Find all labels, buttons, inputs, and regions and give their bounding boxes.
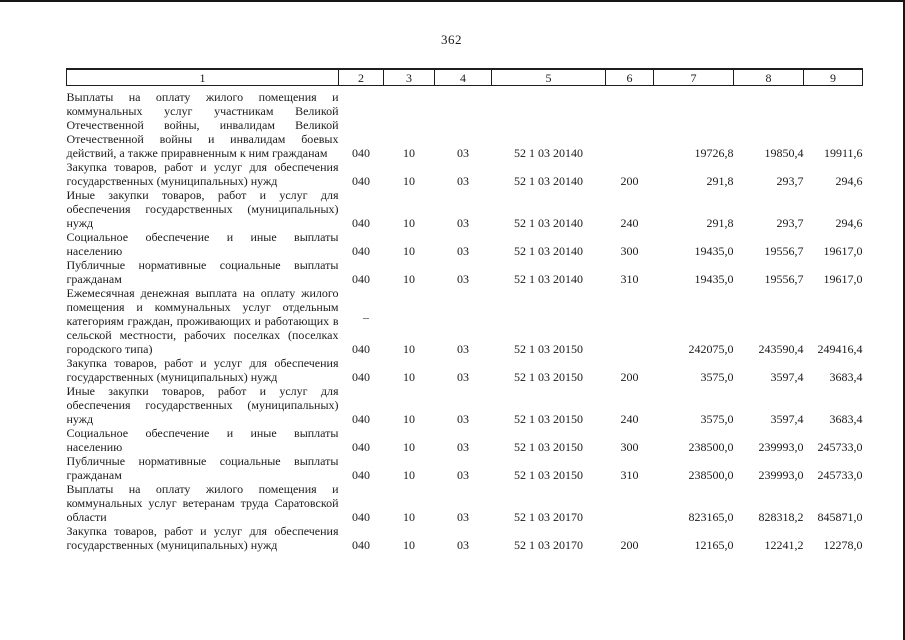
cell-col7: 291,8 — [706, 216, 734, 230]
cell-col3: 10 — [403, 272, 415, 286]
cell-expense-name: Закупка товаров, работ и услуг для обеспечения государственных (муниципальных) нужд — [66, 524, 339, 552]
cell-col2: 040 — [352, 272, 370, 286]
cell-col2: 040 — [352, 244, 370, 258]
column-header-9: 9 — [804, 69, 863, 86]
cell-col5: 52 1 03 20150 — [514, 370, 583, 384]
cell-col5: 52 1 03 20140 — [514, 216, 583, 230]
cell-col7: 19435,0 — [694, 244, 734, 258]
budget-appropriations-table — [66, 68, 863, 552]
column-header-6: 6 — [606, 69, 654, 86]
cell-expense-name: Ежемесячная денежная выплата на оплату жилого помещения и коммунальных услуг отдельным категориям граждан, проживающих и работающих в сельской местности, рабочих поселках (поселках городского типа) — [66, 286, 339, 356]
column-header-4: 4 — [435, 69, 492, 86]
cell-col4: 03 — [457, 244, 469, 258]
table-header-row — [67, 69, 863, 86]
cell-col8: 239993,0 — [758, 440, 804, 454]
cell-expense-name: Выплаты на оплату жилого помещения и коммунальных услуг ветеранам труда Саратовской области — [66, 482, 339, 524]
cell-col3: 10 — [403, 538, 415, 552]
cell-col8: 3597,4 — [770, 370, 804, 384]
cell-col6: 310 — [620, 272, 639, 286]
cell-col5: 52 1 03 20170 — [514, 510, 583, 524]
scan-artifact-dash: – — [363, 310, 369, 324]
cell-col7: 3575,0 — [700, 370, 734, 384]
cell-col8: 19556,7 — [764, 272, 804, 286]
cell-col8: 243590,4 — [758, 342, 804, 356]
cell-col9: 294,6 — [835, 174, 863, 188]
table-row — [67, 384, 863, 426]
cell-col8: 239993,0 — [758, 468, 804, 482]
cell-col2: 040 — [352, 216, 370, 230]
cell-col4: 03 — [457, 412, 469, 426]
cell-col9: 3683,4 — [829, 370, 863, 384]
cell-expense-name: Выплаты на оплату жилого помещения и коммунальных услуг участникам Великой Отечественной войны, инвалидам Великой Отечественной войны и инвалидам боевых действий, а также приравненным к ним гражданам — [66, 90, 339, 160]
column-header-1: 1 — [67, 69, 339, 86]
cell-col5: 52 1 03 20150 — [514, 412, 583, 426]
cell-col6: 200 — [620, 174, 639, 188]
cell-col2: 040 — [352, 370, 370, 384]
cell-col7: 19726,8 — [694, 146, 734, 160]
cell-col9: 845871,0 — [817, 510, 863, 524]
cell-col3: 10 — [403, 370, 415, 384]
cell-col6 — [606, 482, 654, 524]
cell-col8: 19556,7 — [764, 244, 804, 258]
column-header-2: 2 — [339, 69, 384, 86]
cell-col7: 242075,0 — [688, 342, 734, 356]
cell-col9: 249416,4 — [817, 342, 863, 356]
cell-expense-name: Закупка товаров, работ и услуг для обеспечения государственных (муниципальных) нужд — [66, 356, 339, 384]
cell-col9: 19911,6 — [823, 146, 863, 160]
cell-col7: 823165,0 — [688, 510, 734, 524]
cell-col3: 10 — [403, 468, 415, 482]
cell-col4: 03 — [457, 538, 469, 552]
cell-col2: 040 — [352, 468, 370, 482]
cell-col2: 040 — [352, 412, 370, 426]
cell-col4: 03 — [457, 216, 469, 230]
cell-expense-name: Закупка товаров, работ и услуг для обеспечения государственных (муниципальных) нужд — [66, 160, 339, 188]
cell-col5: 52 1 03 20150 — [514, 440, 583, 454]
cell-col8: 828318,2 — [758, 510, 804, 524]
cell-col8: 293,7 — [776, 174, 804, 188]
table-row — [67, 454, 863, 482]
table-row — [67, 188, 863, 230]
cell-col5: 52 1 03 20170 — [514, 538, 583, 552]
cell-col5: 52 1 03 20150 — [514, 468, 583, 482]
cell-col6: 240 — [620, 412, 639, 426]
cell-col9: 3683,4 — [829, 412, 863, 426]
cell-col6: 200 — [620, 370, 639, 384]
column-header-5: 5 — [492, 69, 606, 86]
cell-col4: 03 — [457, 342, 469, 356]
cell-col9: 245733,0 — [817, 468, 863, 482]
cell-col8: 12241,2 — [764, 538, 804, 552]
cell-col4: 03 — [457, 370, 469, 384]
cell-col9: 245733,0 — [817, 440, 863, 454]
cell-col2: 040 — [352, 342, 370, 356]
cell-expense-name: Иные закупки товаров, работ и услуг для обеспечения государственных (муниципальных) нужд — [66, 188, 339, 230]
cell-col5: 52 1 03 20150 — [514, 342, 583, 356]
cell-col3: 10 — [403, 174, 415, 188]
column-header-3: 3 — [384, 69, 435, 86]
cell-expense-name: Иные закупки товаров, работ и услуг для обеспечения государственных (муниципальных) нужд — [66, 384, 339, 426]
cell-col9: 19617,0 — [823, 272, 863, 286]
cell-col4: 03 — [457, 440, 469, 454]
cell-col7: 12165,0 — [694, 538, 734, 552]
cell-expense-name: Социальное обеспечение и иные выплаты населению — [66, 426, 339, 454]
cell-col2: 040 — [352, 510, 370, 524]
cell-col7: 3575,0 — [700, 412, 734, 426]
cell-col2: 040 — [352, 538, 370, 552]
cell-col2: 040 — [352, 146, 370, 160]
cell-col3: 10 — [403, 244, 415, 258]
cell-col8: 3597,4 — [770, 412, 804, 426]
cell-col8: 293,7 — [776, 216, 804, 230]
cell-col9: 19617,0 — [823, 244, 863, 258]
cell-col4: 03 — [457, 174, 469, 188]
table-row — [67, 286, 863, 356]
cell-col7: 19435,0 — [694, 272, 734, 286]
cell-col3: 10 — [403, 412, 415, 426]
cell-expense-name: Публичные нормативные социальные выплаты гражданам — [66, 454, 339, 482]
cell-col6 — [606, 286, 654, 356]
table-row — [67, 230, 863, 258]
cell-col3: 10 — [403, 440, 415, 454]
cell-col5: 52 1 03 20140 — [514, 272, 583, 286]
table-row — [67, 482, 863, 524]
table-row — [67, 426, 863, 454]
table-row — [67, 524, 863, 552]
cell-col3: 10 — [403, 146, 415, 160]
cell-col6: 240 — [620, 216, 639, 230]
cell-col7: 238500,0 — [688, 440, 734, 454]
cell-col6: 300 — [620, 244, 639, 258]
table-row — [67, 160, 863, 188]
table-row — [67, 258, 863, 286]
cell-col6 — [606, 86, 654, 161]
cell-col5: 52 1 03 20140 — [514, 244, 583, 258]
cell-col3: 10 — [403, 510, 415, 524]
cell-col7: 291,8 — [706, 174, 734, 188]
column-header-7: 7 — [654, 69, 734, 86]
cell-col2: 040 — [352, 174, 370, 188]
cell-col7: 238500,0 — [688, 468, 734, 482]
cell-col3: 10 — [403, 342, 415, 356]
cell-col8: 19850,4 — [764, 146, 804, 160]
cell-col4: 03 — [457, 510, 469, 524]
cell-col6: 200 — [620, 538, 639, 552]
table-row — [67, 356, 863, 384]
cell-col9: 12278,0 — [823, 538, 863, 552]
cell-col4: 03 — [457, 468, 469, 482]
table-row — [67, 86, 863, 161]
cell-col5: 52 1 03 20140 — [514, 146, 583, 160]
cell-col3: 10 — [403, 216, 415, 230]
cell-col9: 294,6 — [835, 216, 863, 230]
page-number: 362 — [441, 32, 462, 47]
cell-expense-name: Социальное обеспечение и иные выплаты населению — [66, 230, 339, 258]
cell-col6: 310 — [620, 468, 639, 482]
cell-col4: 03 — [457, 146, 469, 160]
cell-col4: 03 — [457, 272, 469, 286]
cell-col6: 300 — [620, 440, 639, 454]
cell-col5: 52 1 03 20140 — [514, 174, 583, 188]
cell-col2: 040 — [352, 440, 370, 454]
cell-expense-name: Публичные нормативные социальные выплаты гражданам — [66, 258, 339, 286]
column-header-8: 8 — [734, 69, 804, 86]
